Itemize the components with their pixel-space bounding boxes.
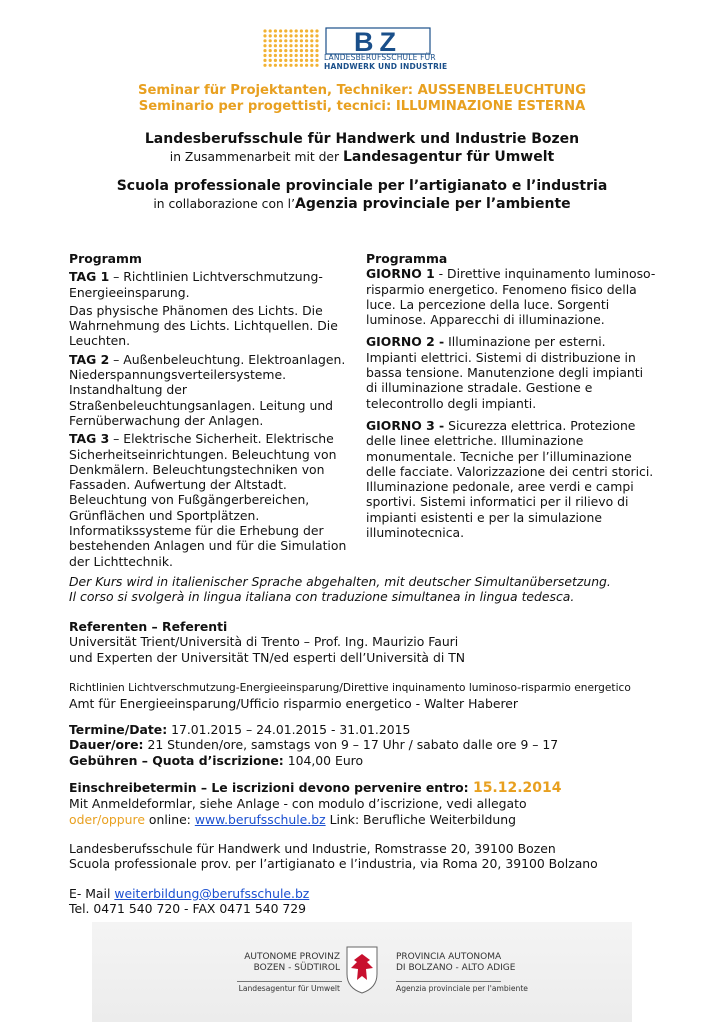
phone-fax: Tel. 0471 540 720 - FAX 0471 540 729 [69, 901, 307, 917]
logo-letters: BZ [354, 27, 402, 56]
footer-divider-de [237, 981, 342, 982]
logo-dot [284, 49, 287, 52]
logo-dot [310, 59, 313, 62]
logo-dot [269, 64, 272, 67]
referents-office: Amt für Energieeinsparung/Ufficio risparmio energetico - Walter Haberer [69, 696, 519, 711]
logo-dot [289, 39, 292, 42]
logo-dot [269, 49, 272, 52]
program-de-day1: TAG 1 – Richtlinien Lichtverschmutzung-Energieeinsparung. [69, 269, 323, 300]
logo-dot [274, 39, 277, 42]
program-de-day3: TAG 3 – Elektrische Sicherheit. Elektrische Sicherheitseinrichtungen. Beleuchtung von Denkmälern. Beleuchtungstechniken von Fassaden. Aufwertung der Altstadt. Beleuchtung von Fußgängerbereichen, Grünflächen und Sportplätzen. Informatikssysteme für die Erhebung der bestehenden Anlagen und für die Simulation der Lichttechnik. [69, 431, 347, 569]
logo-dot [310, 39, 313, 42]
logo-dot [310, 34, 313, 37]
logo-dot [284, 64, 287, 67]
program-it-day3: GIORNO 3 - Sicurezza elettrica. Protezione delle linee elettriche. Illuminazione monumentale. Tecniche per l’illuminazione delle facciate. Valorizzazione dei centri storici. Illuminazione pedonale, aree verdi e campi sportivi. Sistemi informatici per il rilievo di impianti esistenti e per la simulazione illuminotecnica. [366, 417, 654, 541]
logo-dot [284, 54, 287, 57]
logo-dot [295, 54, 298, 57]
logo-dot [300, 59, 303, 62]
contact [69, 886, 689, 917]
logo-dot [279, 64, 282, 67]
coat-of-arms-icon [344, 944, 380, 996]
logo-dot [289, 44, 292, 47]
logo-dot [289, 54, 292, 57]
program-it [366, 251, 656, 543]
logo-dot [263, 39, 266, 42]
province-footer [92, 922, 632, 1022]
referents-line1: Universität Trient/Università di Trento – Prof. Ing. Maurizio Fauri [69, 634, 459, 650]
logo-dot [263, 44, 266, 47]
logo-dot [274, 59, 277, 62]
referents-guideline: Richtlinien Lichtverschmutzung-Energieeinsparung/Direttive inquinamento luminoso-risparmio energetico [69, 682, 631, 694]
title-de: Seminar für Projektanten, Techniker: AUSSENBELEUCHTUNG [137, 83, 587, 98]
footer-de: AUTONOME PROVINZ BOZEN - SÜDTIROL [244, 952, 340, 973]
logo-dot [315, 44, 318, 47]
logo-dot [263, 34, 266, 37]
program-de [69, 251, 359, 572]
school-logo-mark [324, 26, 432, 56]
registration [69, 780, 689, 827]
logo-dot [274, 49, 277, 52]
logo-subtitle [324, 53, 447, 71]
logo-dot [315, 39, 318, 42]
logo-dot [305, 59, 308, 62]
logo-dot [263, 59, 266, 62]
footer-it-agency: Agenzia provinciale per l'ambiente [396, 984, 528, 993]
logo-dot [284, 39, 287, 42]
logo-dot [305, 34, 308, 37]
logo-dot [289, 34, 292, 37]
logo-dot [315, 34, 318, 37]
logo-dot [310, 64, 313, 67]
logo-dot [305, 39, 308, 42]
logo-dot [300, 39, 303, 42]
school-logo-dots [262, 28, 320, 68]
logo-dot [295, 49, 298, 52]
logo-dot [274, 54, 277, 57]
deadline-row: Einschreibetermin – Le iscrizioni devono pervenire entro: 15.12.2014 [69, 780, 562, 796]
referents-heading: Referenten – Referenti [69, 619, 228, 634]
logo-dot [300, 49, 303, 52]
logo-dot [310, 29, 313, 32]
logo-dot [279, 54, 282, 57]
referents-line2: und Experten der Universität TN/ed esperti dell’Università di TN [69, 649, 466, 665]
logo-dot [300, 44, 303, 47]
deadline-date: 15.12.2014 [472, 780, 562, 796]
logo-dot [305, 54, 308, 57]
logo-dot [274, 29, 277, 32]
logo-dot [284, 44, 287, 47]
logo-dot [269, 44, 272, 47]
logo-line2: HANDWERK UND INDUSTRIE [324, 62, 448, 71]
logo-dot [289, 49, 292, 52]
address [69, 841, 689, 872]
fee-row: Gebühren – Quota d’iscrizione: 104,00 Euro [69, 752, 364, 768]
logo-dot [310, 54, 313, 57]
logo-dot [269, 39, 272, 42]
logo-dot [269, 59, 272, 62]
logo-dot [295, 44, 298, 47]
logo-dot [289, 64, 292, 67]
logo-dot [263, 64, 266, 67]
logo-dot [269, 54, 272, 57]
logo-dot [305, 49, 308, 52]
program-de-day2: TAG 2 – Außenbeleuchtung. Elektroanlagen. Niederspannungsverteilersysteme. Instandhaltung der Straßenbeleuchtungsanlagen. Leitung und Fernüberwachung der Anlagen. [69, 351, 346, 428]
logo-dot [289, 29, 292, 32]
logo-dot [263, 49, 266, 52]
logo-dot [295, 34, 298, 37]
logo-dot [284, 29, 287, 32]
logo-dot [279, 59, 282, 62]
logo-dot [295, 39, 298, 42]
title-it: Seminario per progettisti, tecnici: ILLUMINAZIONE ESTERNA [138, 99, 586, 114]
logo-dot [315, 64, 318, 67]
logo-dot [315, 59, 318, 62]
logo-dot [263, 29, 266, 32]
program-de-day1-more: Das physische Phänomen des Lichts. Die Wahrnehmung des Lichts. Lichtquellen. Die Leuchten. [69, 302, 338, 349]
logo-dot [274, 44, 277, 47]
logo-dot [315, 29, 318, 32]
address-it: Scuola professionale prov. per l’artigianato e l’industria, via Roma 20, 39100 Bolzano [69, 856, 598, 872]
logo-dot [284, 59, 287, 62]
logo-dot [279, 34, 282, 37]
language-note-it: Il corso si svolgerà in lingua italiana con traduzione simultanea in lingua tedesca. [69, 589, 575, 605]
program-it-day1: GIORNO 1 - Direttive inquinamento luminoso-risparmio energetico. Fenomeno fisico della luce. La percezione della luce. Sorgenti luminose. Apparecchi di illuminazione. [366, 266, 656, 328]
organizers-header [0, 130, 724, 213]
logo-dot [305, 64, 308, 67]
footer-divider-it [396, 981, 501, 982]
email-link[interactable]: weiterbildung@berufsschule.bz [114, 886, 310, 901]
logo-dot [274, 64, 277, 67]
website-link[interactable]: www.berufsschule.bz [194, 811, 326, 827]
logo-dot [274, 34, 277, 37]
logo-dot [279, 29, 282, 32]
logo-dot [269, 34, 272, 37]
logo-dot [263, 54, 266, 57]
logo-dot [305, 29, 308, 32]
registration-form-note: Mit Anmeldeformlar, siehe Anlage - con modulo d’iscrizione, vedi allegato [69, 796, 527, 812]
program-it-heading: Programma [366, 251, 448, 266]
logo-dot [289, 59, 292, 62]
email-row: E- Mail weiterbildung@berufsschule.bz [69, 886, 310, 901]
logo-dot [300, 54, 303, 57]
footer-it: PROVINCIA AUTONOMA DI BOLZANO - ALTO ADIGE [396, 952, 516, 973]
course-details [69, 722, 689, 768]
logo-dot [310, 44, 313, 47]
logo-dot [300, 64, 303, 67]
school-name-it: Scuola professionale provinciale per l’artigianato e l’industria [116, 178, 608, 194]
language-note [69, 574, 689, 605]
logo-dot [315, 54, 318, 57]
logo-line1: LANDESBERUFSSCHULE FÜR [324, 53, 436, 62]
logo-dot [310, 49, 313, 52]
program-it-day2: GIORNO 2 - Illuminazione per esterni. Impianti elettrici. Sistemi di distribuzione in bassa tensione. Manutenzione degli impianti di illuminazione stradale. Gestione e telecontrollo degli impianti. [366, 334, 644, 411]
logo-dot [269, 29, 272, 32]
logo-dot [295, 59, 298, 62]
logo-dot [300, 29, 303, 32]
logo-dot [305, 44, 308, 47]
logo-dot [284, 34, 287, 37]
dates-row: Termine/Date: 17.01.2015 – 24.01.2015 - 31.01.2015 [69, 722, 411, 737]
collab-de: in Zusammenarbeit mit der Landesagentur für Umwelt [169, 149, 555, 165]
logo-dot [300, 34, 303, 37]
logo-dot [279, 39, 282, 42]
logo-dot [315, 49, 318, 52]
school-name-de: Landesberufsschule für Handwerk und Industrie Bozen [144, 131, 580, 147]
registration-online: oder/oppure online: www.berufsschule.bz Link: Berufliche Weiterbildung [69, 811, 516, 827]
seminar-titles [0, 83, 724, 115]
language-note-de: Der Kurs wird in italienischer Sprache abgehalten, mit deutscher Simultanübersetzung. [69, 574, 611, 589]
duration-row: Dauer/ore: 21 Stunden/ore, samstags von 9 – 17 Uhr / sabato dalle ore 9 – 17 [69, 737, 559, 753]
footer-de-agency: Landesagentur für Umwelt [238, 984, 340, 993]
logo-dot [295, 29, 298, 32]
logo-dot [279, 44, 282, 47]
program-de-heading: Programm [69, 251, 142, 266]
address-de: Landesberufsschule für Handwerk und Industrie, Romstrasse 20, 39100 Bozen [69, 841, 556, 856]
logo-dot [279, 49, 282, 52]
collab-it: in collaborazione con l’Agenzia provinciale per l’ambiente [153, 196, 571, 212]
referents [69, 619, 689, 665]
logo-dot [295, 64, 298, 67]
